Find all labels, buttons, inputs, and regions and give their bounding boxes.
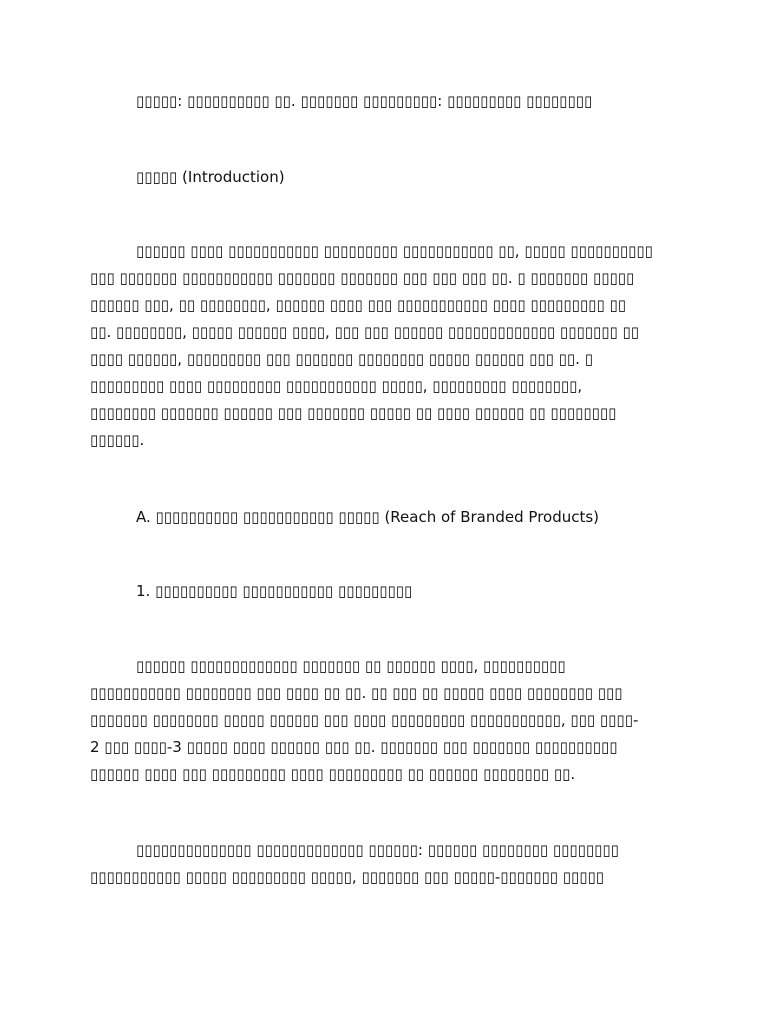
text-line: ▯▯▯▯ ▯▯▯▯▯▯, ▯▯▯▯▯▯▯▯▯ ▯▯▯ ▯▯▯▯▯▯▯ ▯▯▯▯▯▯▯▯ ▯▯▯▯▯ ▯▯▯▯▯▯ ▯▯▯ ▯▯. ▯ [90, 350, 593, 368]
text-line: ▯▯▯▯▯▯ ▯▯▯▯ ▯▯▯ ▯▯▯▯▯▯▯▯▯ ▯▯▯▯ ▯▯▯▯▯▯▯▯▯ ▯▯ ▯▯▯▯▯▯ ▯▯▯▯▯▯▯▯ ▯▯. [90, 765, 576, 783]
text-line: ▯▯▯▯▯▯▯▯▯▯▯ ▯▯▯▯▯▯▯▯ ▯▯▯ ▯▯▯▯ ▯▯ ▯▯. ▯▯ ▯▯▯ ▯▯ ▯▯▯▯▯ ▯▯▯▯ ▯▯▯▯▯▯▯▯ ▯▯▯ [90, 684, 623, 702]
text-line: ▯▯▯ ▯▯▯▯▯▯▯ ▯▯▯▯▯▯▯▯▯▯▯ ▯▯▯▯▯▯▯ ▯▯▯▯▯▯▯ ▯▯▯ ▯▯▯ ▯▯▯ ▯▯. ▯ ▯▯▯▯▯▯▯ ▯▯▯▯▯ [90, 269, 635, 287]
text-line: ▯▯▯▯▯▯ ▯▯▯▯ ▯▯▯▯▯▯▯▯▯▯▯ ▯▯▯▯▯▯▯▯▯ ▯▯▯▯▯▯▯▯▯▯▯ ▯▯, ▯▯▯▯▯ ▯▯▯▯▯▯▯▯▯▯ [136, 242, 653, 260]
text-line: ▯▯▯▯▯▯▯▯▯▯▯ ▯▯▯▯▯ ▯▯▯▯▯▯▯▯▯ ▯▯▯▯▯, ▯▯▯▯▯▯▯ ▯▯▯ ▯▯▯▯▯-▯▯▯▯▯▯▯ ▯▯▯▯▯ [90, 868, 605, 886]
text-line: ▯▯▯▯▯▯ ▯▯▯▯▯▯▯▯▯▯▯▯▯ ▯▯▯▯▯▯▯ ▯▯ ▯▯▯▯▯▯ ▯▯▯▯, ▯▯▯▯▯▯▯▯▯▯ [136, 657, 566, 675]
text-line: ▯▯▯▯▯▯ ▯▯▯, ▯▯ ▯▯▯▯▯▯▯▯, ▯▯▯▯▯▯ ▯▯▯▯ ▯▯▯ ▯▯▯▯▯▯▯▯▯▯▯ ▯▯▯▯ ▯▯▯▯▯▯▯▯▯ ▯▯ [90, 296, 626, 314]
text-line: ▯▯▯▯▯▯▯ ▯▯▯▯▯▯▯▯ ▯▯▯▯▯ ▯▯▯▯▯▯ ▯▯▯ ▯▯▯▯ ▯▯▯▯▯▯▯▯▯ ▯▯▯▯▯▯▯▯▯▯▯, ▯▯▯ ▯▯▯▯- [90, 711, 639, 729]
text-line: ▯▯▯▯▯▯▯▯ ▯▯▯▯▯▯▯ ▯▯▯▯▯▯ ▯▯▯ ▯▯▯▯▯▯▯ ▯▯▯▯▯ ▯▯ ▯▯▯▯ ▯▯▯▯▯▯ ▯▯ ▯▯▯▯▯▯▯▯ [90, 404, 617, 422]
introduction-paragraph [90, 238, 682, 454]
text-line: ▯▯. ▯▯▯▯▯▯▯▯, ▯▯▯▯▯ ▯▯▯▯▯▯ ▯▯▯▯, ▯▯▯ ▯▯▯ ▯▯▯▯▯▯ ▯▯▯▯▯▯▯▯▯▯▯▯▯ ▯▯▯▯▯▯▯ ▯▯ [90, 323, 639, 341]
text-line: ▯▯▯▯▯▯. [90, 431, 145, 449]
section-a-heading: A. ▯▯▯▯▯▯▯▯▯▯ ▯▯▯▯▯▯▯▯▯▯▯ ▯▯▯▯▯ (Reach of Branded Products) [136, 508, 600, 526]
text-line: ▯▯▯▯▯▯▯▯▯ ▯▯▯▯ ▯▯▯▯▯▯▯▯▯ ▯▯▯▯▯▯▯▯▯▯▯ ▯▯▯▯▯, ▯▯▯▯▯▯▯▯▯ ▯▯▯▯▯▯▯▯, [90, 377, 583, 395]
text-line: 2 ▯▯▯ ▯▯▯▯-3 ▯▯▯▯▯ ▯▯▯▯ ▯▯▯▯▯▯ ▯▯▯ ▯▯. ▯▯▯▯▯▯▯ ▯▯▯ ▯▯▯▯▯▯▯ ▯▯▯▯▯▯▯▯▯▯ [90, 738, 618, 756]
body-paragraph-3 [90, 837, 682, 891]
introduction-heading: ▯▯▯▯▯ (Introduction) [136, 168, 285, 186]
body-paragraph-2 [90, 653, 682, 788]
text-line: ▯▯▯▯▯▯▯▯▯▯▯▯▯▯ ▯▯▯▯▯▯▯▯▯▯▯▯▯ ▯▯▯▯▯▯: ▯▯▯▯▯▯ ▯▯▯▯▯▯▯▯ ▯▯▯▯▯▯▯▯ [136, 841, 619, 859]
document-title: ▯▯▯▯▯: ▯▯▯▯▯▯▯▯▯▯ ▯▯. ▯▯▯▯▯▯▯ ▯▯▯▯▯▯▯▯▯: ▯▯▯▯▯▯▯▯▯ ▯▯▯▯▯▯▯▯ [136, 92, 593, 110]
subsection-1-heading: 1. ▯▯▯▯▯▯▯▯▯▯ ▯▯▯▯▯▯▯▯▯▯▯ ▯▯▯▯▯▯▯▯▯ [136, 582, 413, 600]
